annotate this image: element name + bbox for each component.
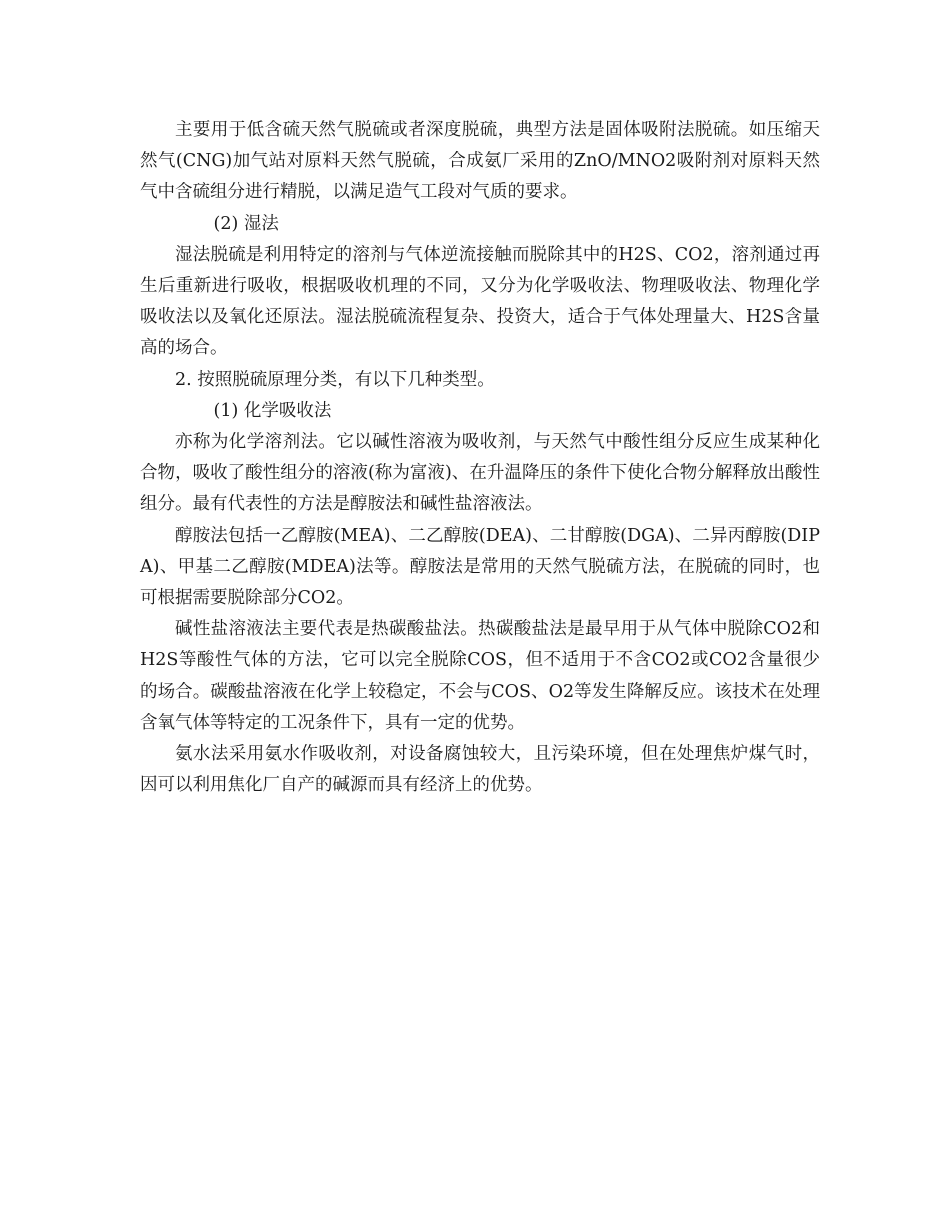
- heading-wet-method: (2) 湿法: [213, 213, 279, 234]
- paragraph-ammonia-water: 氨水法采用氨水作吸收剂，对设备腐蚀较大，且污染环境，但在处理焦炉煤气时，因可以利用焦化厂自产的碱源而具有经济上的优势。: [140, 744, 820, 796]
- paragraph-dry-method-desc: 主要用于低含硫天然气脱硫或者深度脱硫，典型方法是固体吸附法脱硫。如压缩天然气(CNG)加气站对原料天然气脱硫，合成氨厂采用的ZnO/MNO2吸附剂对原料天然气中含硫组分进行精脱，以满足造气工段对气质的要求。: [140, 120, 820, 203]
- paragraph-alcohol-amine: 醇胺法包括一乙醇胺(MEA)、二乙醇胺(DEA)、二甘醇胺(DGA)、二异丙醇胺(DIPA)、甲基二乙醇胺(MDEA)法等。醇胺法是常用的天然气脱硫方法，在脱硫的同时，也可根据需要脱除部分CO2。: [140, 525, 820, 609]
- paragraph-alkaline-salt: 碱性盐溶液法主要代表是热碳酸盐法。热碳酸盐法是最早用于从气体中脱除CO2和H2S等酸性气体的方法，它可以完全脱除COS，但不适用于不含CO2或CO2含量很少的场合。碳酸盐溶液在化学上较稳定，不会与COS、O2等发生降解反应。该技术在处理含氧气体等特定的工况条件下，具有一定的优势。: [140, 619, 820, 733]
- heading-chemical-absorption: (1) 化学吸收法: [213, 400, 332, 421]
- heading-by-principle: 2. 按照脱硫原理分类，有以下几种类型。: [175, 369, 495, 390]
- document-body: [140, 115, 820, 801]
- paragraph-chemical-solvent: 亦称为化学溶剂法。它以碱性溶液为吸收剂，与天然气中酸性组分反应生成某种化合物，吸收了酸性组分的溶液(称为富液)、在升温降压的条件下使化合物分解释放出酸性组分。最有代表性的方法是醇胺法和碱性盐溶液法。: [140, 432, 820, 515]
- paragraph-wet-method-desc: 湿法脱硫是利用特定的溶剂与气体逆流接触而脱除其中的H2S、CO2，溶剂通过再生后重新进行吸收，根据吸收机理的不同，又分为化学吸收法、物理吸收法、物理化学吸收法以及氧化还原法。湿法脱硫流程复杂、投资大，适合于气体处理量大、H2S含量高的场合。: [140, 244, 820, 359]
